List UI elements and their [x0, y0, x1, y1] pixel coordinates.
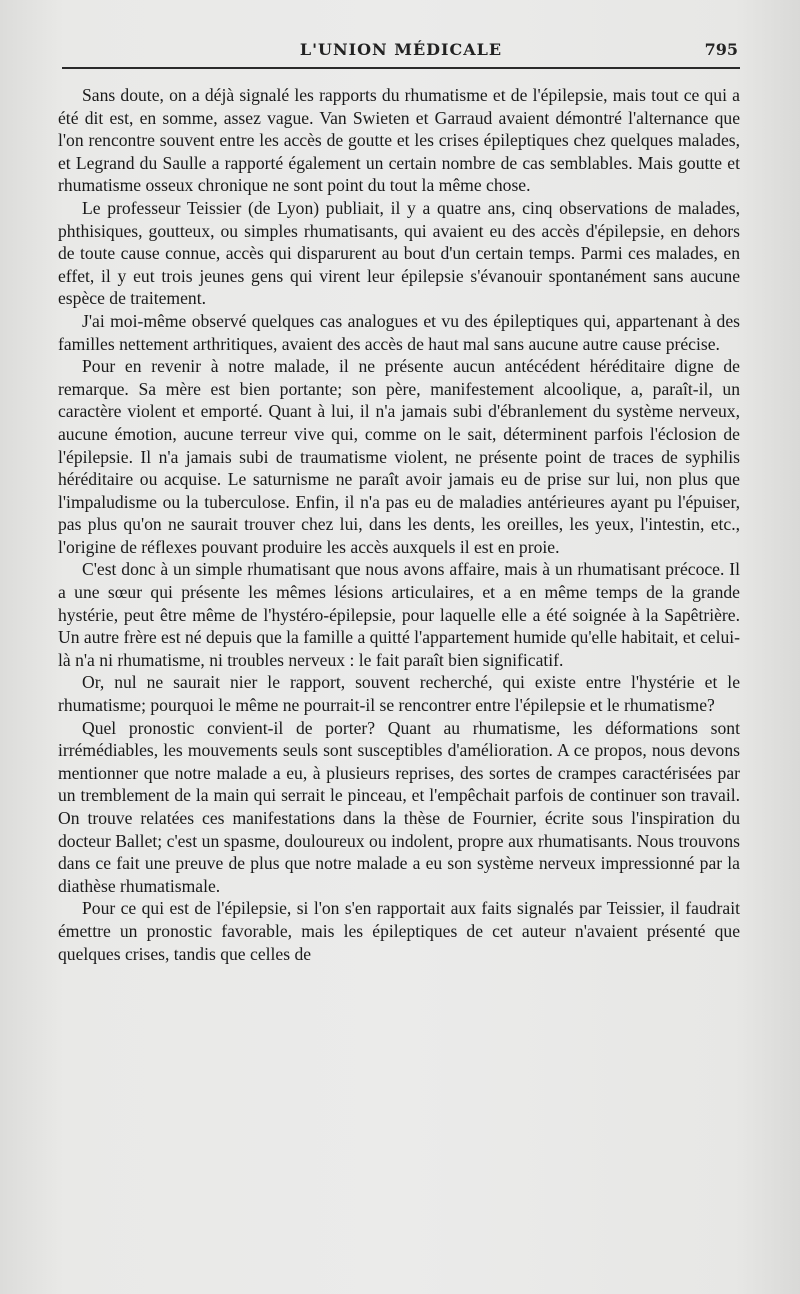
paragraph: J'ai moi-même observé quelques cas analogues et vu des épileptiques qui, appartenant à des familles nettement arthritiques, avaient des accès de haut mal sans aucune autre cause précise.: [58, 310, 740, 354]
paragraph: C'est donc à un simple rhumatisant que nous avons affaire, mais à un rhumatisant précoce. Il a une sœur qui présente les mêmes lésions articulaires, et a en même temps de la grande hystérie, peut être même de l'hystéro-épilepsie, pour laquelle elle a été soignée à la Sapêtrière. Un autre frère est né depuis que la famille a quitté l'appartement humide qu'elle habitait, et celui-là n'a ni rhumatisme, ni troubles nerveux : le fait paraît bien significatif.: [58, 559, 740, 670]
body-text: [58, 84, 740, 965]
journal-title: L'UNION MÉDICALE: [299, 40, 503, 59]
header-rule: [62, 67, 740, 69]
paragraph: Sans doute, on a déjà signalé les rapports du rhumatisme et de l'épilepsie, mais tout ce qui a été dit est, en somme, assez vague. Van Swieten et Garraud avaient démontré l'alternance que l'on rencontre souvent entre les accès de goutte et les crises épileptiques chez quelques malades, et Legrand du Saulle a rapporté également un certain nombre de cas semblables. Mais goutte et rhumatisme osseux chronique ne sont point du tout la même chose.: [58, 85, 740, 196]
page-number: 795: [704, 40, 738, 59]
paragraph: Le professeur Teissier (de Lyon) publiait, il y a quatre ans, cinq observations de malades, phthisiques, goutteux, ou simples rhumatisants, qui avaient eu des accès d'épilepsie, en dehors de toute cause connue, accès qui disparurent au bout d'un certain temps. Parmi ces malades, en effet, il y eut trois jeunes gens qui virent leur épilepsie s'évanouir spontanément sans aucune espèce de traitement.: [58, 197, 740, 309]
paragraph: Quel pronostic convient-il de porter? Quant au rhumatisme, les déformations sont irrémédiables, les mouvements seuls sont susceptibles d'amélioration. A ce propos, nous devons mentionner que notre malade a eu, à plusieurs reprises, des sortes de crampes caractérisées par un tremblement de la main qui serrait le pinceau, et l'empêchait parfois de continuer son travail. On trouve relatées ces manifestations dans la thèse de Fournier, écrite sous l'inspiration du docteur Ballet; c'est un spasme, douloureux ou indolent, propre aux rhumatisants. Nous trouvons dans ce fait une preuve de plus que notre malade a eu son système nerveux impressionné par la diathèse rhumatismale.: [58, 717, 740, 896]
paragraph: Pour ce qui est de l'épilepsie, si l'on s'en rapportait aux faits signalés par Teissier, il faudrait émettre un pronostic favorable, mais les épileptiques de cet auteur n'avaient présenté que quelques crises, tandis que celles de: [58, 898, 740, 964]
running-header: [62, 34, 740, 66]
paragraph: Pour en revenir à notre malade, il ne présente aucun antécédent héréditaire digne de remarque. Sa mère est bien portante; son père, manifestement alcoolique, a, paraît-il, un caractère violent et emporté. Quant à lui, il n'a jamais subi d'ébranlement du système nerveux, aucune émotion, aucune terreur vive qui, comme on le sait, déterminent parfois l'éclosion de l'épilepsie. Il n'a jamais subi de traumatisme violent, ne présente point de traces de syphilis héréditaire ou acquise. Le saturnisme ne paraît avoir jamais eu de prise sur lui, non plus que l'impaludisme ou la tuberculose. Enfin, il n'a pas eu de maladies antérieures ayant pu l'épuiser, pas plus qu'on ne saurait trouver chez lui, dans les dents, les oreilles, les yeux, l'intestin, etc., l'origine de réflexes pouvant produire les accès auxquels il est en proie.: [58, 356, 740, 557]
paragraph: Or, nul ne saurait nier le rapport, souvent recherché, qui existe entre l'hystérie et le rhumatisme; pourquoi le même ne pourrait-il se rencontrer entre l'épilepsie et le rhumatisme?: [58, 672, 740, 716]
